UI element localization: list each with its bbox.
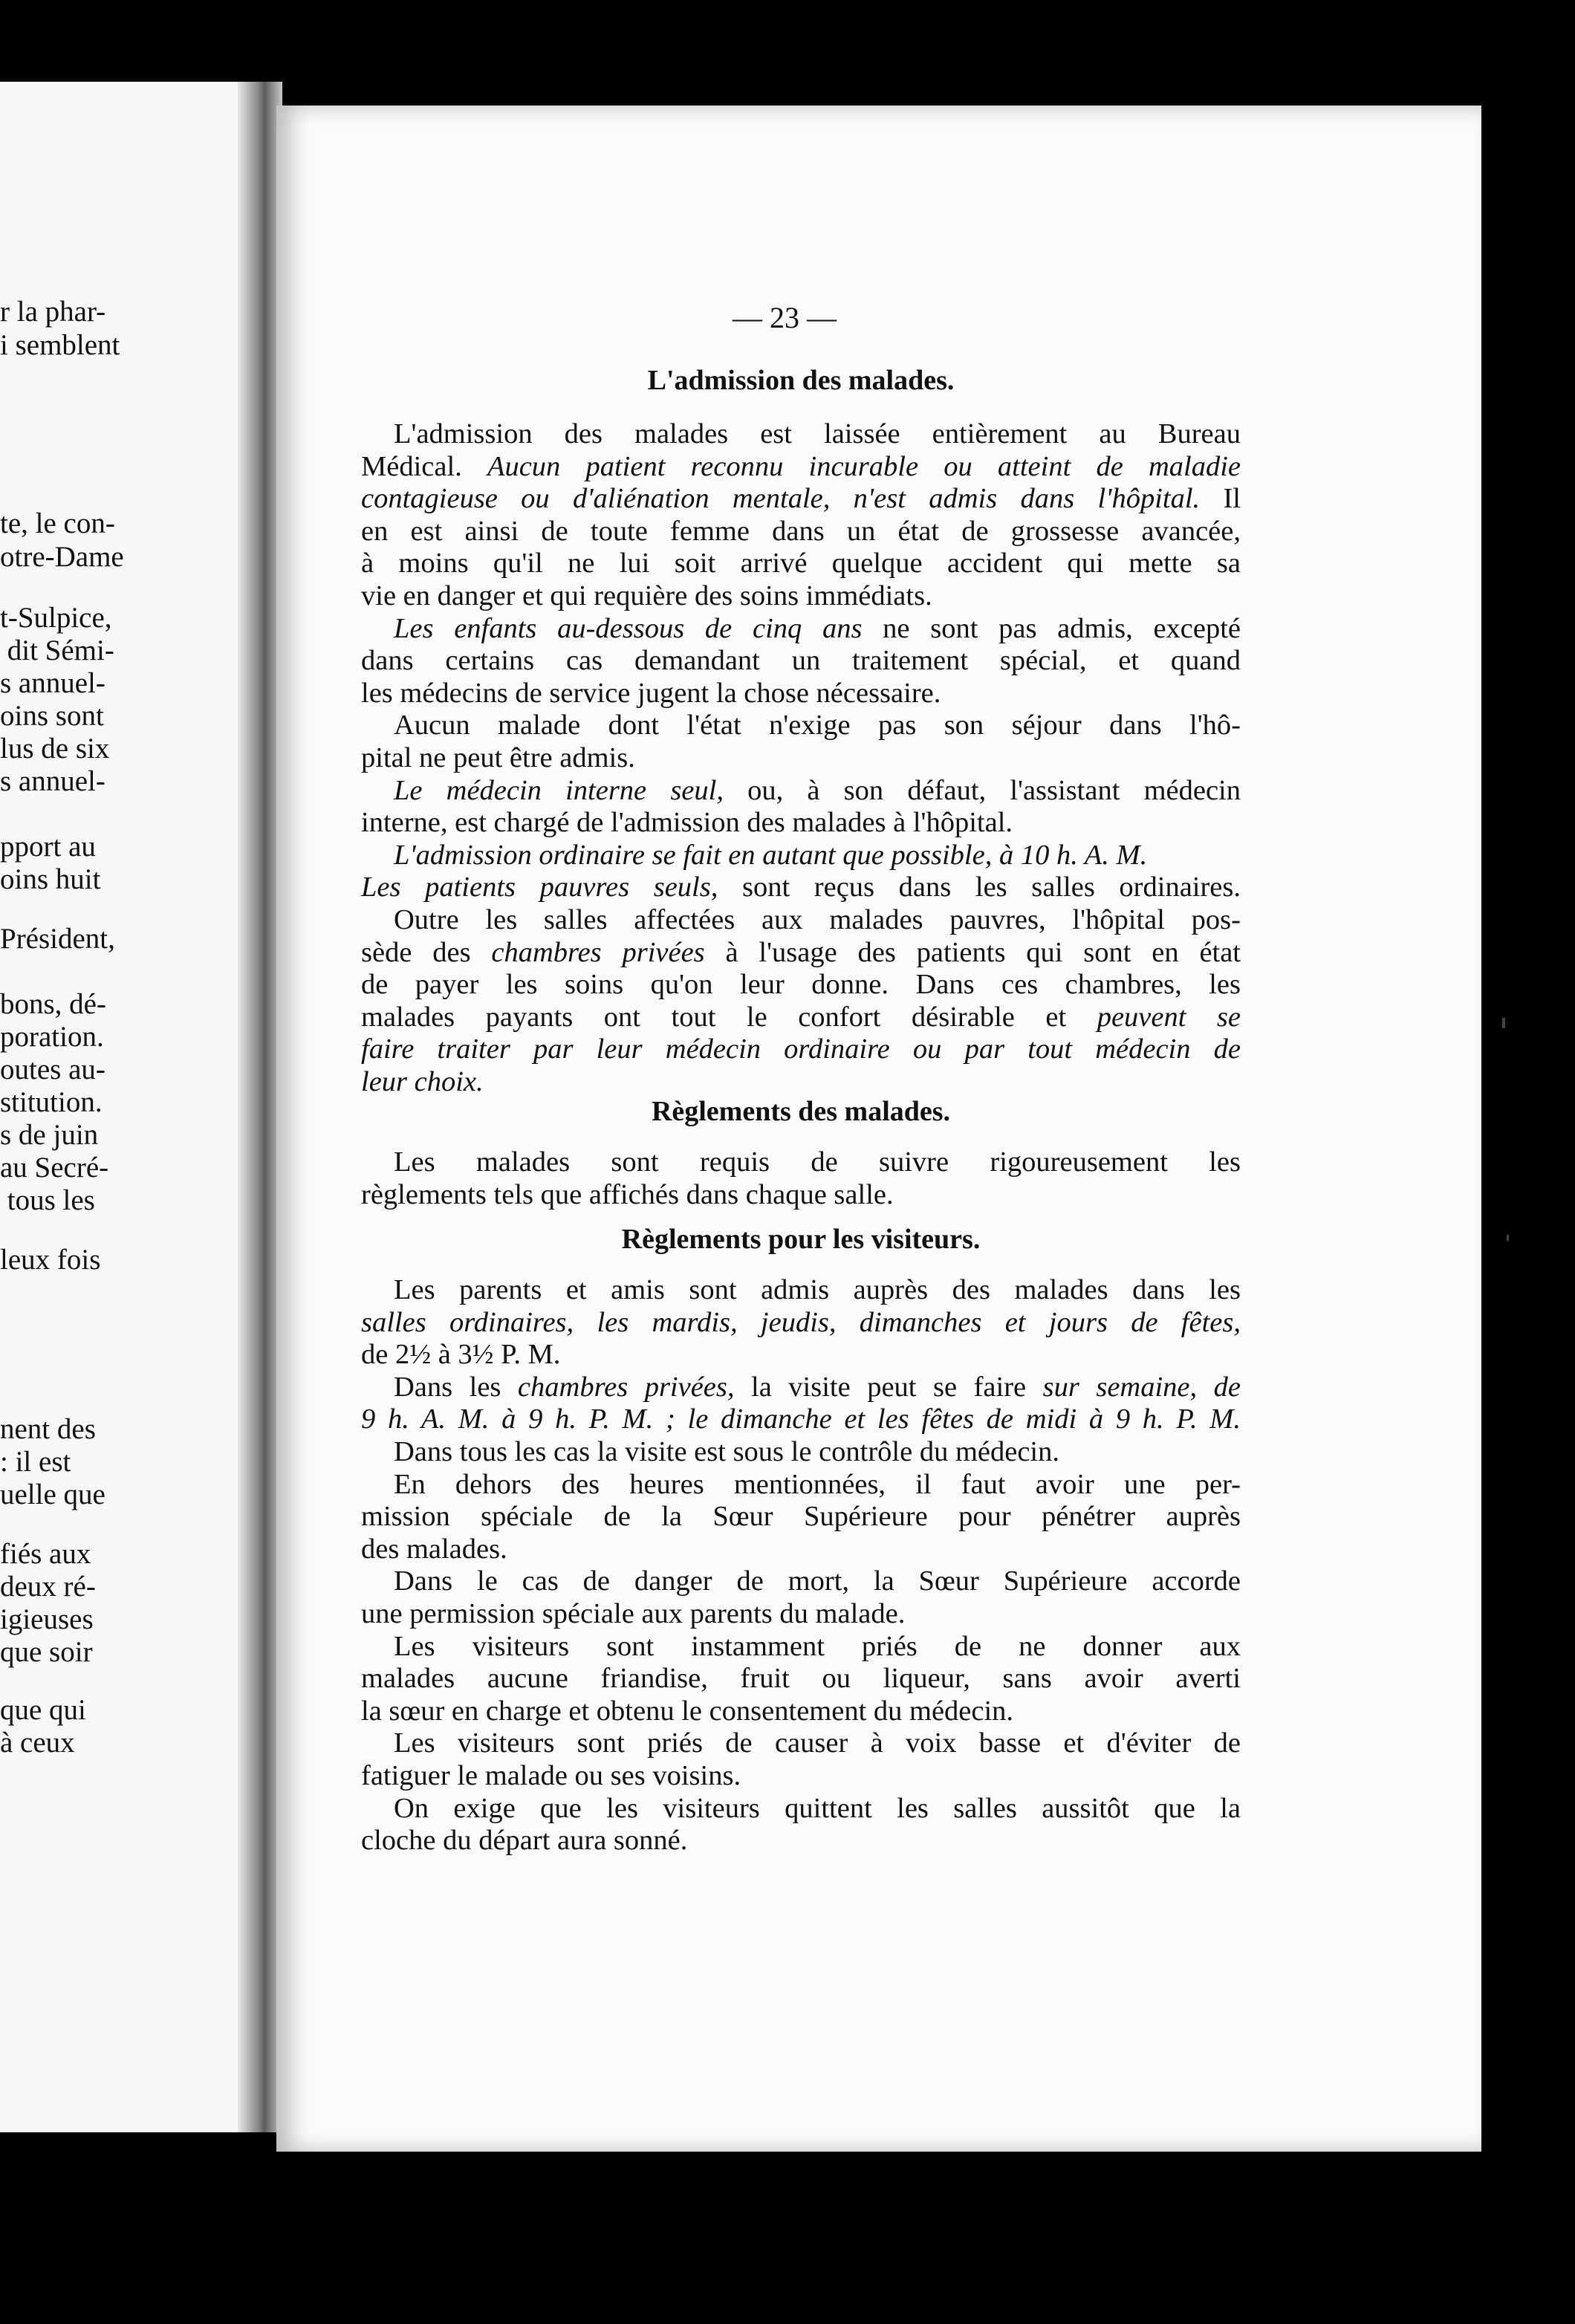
- left-page-line: uelle que: [0, 1479, 105, 1510]
- text-segment: vie en danger et qui requière des soins immédiats.: [361, 580, 932, 611]
- text-segment: en est ainsi de toute femme dans un état de grossesse avancée,: [361, 515, 1241, 547]
- left-page-line: oins huit: [0, 863, 101, 895]
- left-page: [0, 82, 253, 2132]
- text-segment: En dehors des heures mentionnées, il faut avoir une per-: [394, 1468, 1241, 1500]
- text-segment: règlements tels que affichés dans chaque salle.: [361, 1178, 894, 1210]
- left-page-line: tous les: [0, 1184, 95, 1216]
- text-segment: Dans tous les cas la visite est sous le contrôle du médecin.: [394, 1436, 1059, 1467]
- text-line: [361, 741, 1241, 774]
- left-page-line: i semblent: [0, 329, 120, 361]
- text-line: [361, 1695, 1241, 1727]
- text-line: [361, 1759, 1241, 1792]
- text-segment: dans certains cas demandant un traitement spécial, et quand: [361, 645, 1241, 677]
- left-page-line: deux ré-: [0, 1571, 96, 1603]
- text-segment: sont reçus dans les salles ordinaires.: [718, 872, 1241, 903]
- text-segment: Aucun patient reconnu incurable ou atteint de maladie: [487, 450, 1241, 482]
- text-segment: Dans les: [394, 1371, 518, 1403]
- text-segment: des malades.: [361, 1533, 507, 1565]
- left-page-line: igieuses: [0, 1603, 94, 1635]
- scan-speck: [1507, 1235, 1509, 1241]
- left-page-line: nent des: [0, 1413, 96, 1445]
- text-line: [361, 806, 1241, 839]
- text-segment: pital ne peut être admis.: [361, 742, 635, 773]
- text-segment: contagieuse ou d'aliénation mentale, n'est admis dans l'hôpital.: [361, 483, 1201, 515]
- text-segment: On exige que les visiteurs quittent les salles aussitôt que la: [394, 1792, 1241, 1824]
- text-line: [361, 936, 1241, 969]
- text-segment: sède des: [361, 936, 492, 968]
- text-line: [394, 1435, 1241, 1468]
- text-line: [394, 1565, 1241, 1597]
- text-line: [361, 1001, 1241, 1033]
- text-segment: chambres privées: [491, 936, 705, 968]
- text-line: [394, 1630, 1241, 1663]
- left-page-line: Président,: [0, 923, 115, 955]
- left-page-line: t-Sulpice,: [0, 602, 112, 634]
- left-page-line: te, le con-: [0, 507, 115, 539]
- text-segment: de 2½ à 3½ P. M.: [361, 1339, 561, 1371]
- text-line: [361, 644, 1241, 677]
- text-segment: L'admission ordinaire se fait en autant que possible, à 10 h. A. M.: [394, 839, 1148, 871]
- text-segment: Les parents et amis sont admis auprès des malades dans les: [394, 1274, 1241, 1305]
- text-segment: mission spéciale de la Sœur Supérieure pour pénétrer auprès: [361, 1501, 1241, 1533]
- text-line: [361, 450, 1241, 483]
- text-segment: une permission spéciale aux parents du malade.: [361, 1598, 906, 1629]
- text-segment: les médecins de service jugent la chose nécessaire.: [361, 677, 941, 709]
- text-line: [361, 1662, 1241, 1695]
- text-segment: Outre les salles affectées aux malades pauvres, l'hôpital pos-: [394, 904, 1241, 935]
- left-page-line: r la phar-: [0, 296, 106, 328]
- left-page-line: que soir: [0, 1636, 93, 1668]
- text-segment: 9 h. A. M. à 9 h. P. M. ; le dimanche et les fêtes de midi à 9 h. P. M.: [361, 1403, 1241, 1435]
- text-segment: à moins qu'il ne lui soit arrivé quelque accident qui mette sa: [361, 548, 1241, 580]
- text-line: [361, 1500, 1241, 1533]
- text-line: [361, 1338, 1241, 1371]
- text-line: [361, 547, 1241, 580]
- text-segment: de payer les soins qu'on leur donne. Dans ces chambres, les: [361, 969, 1241, 1001]
- text-line: [394, 839, 1241, 872]
- left-page-line: poration.: [0, 1021, 104, 1053]
- text-segment: faire traiter par leur médecin ordinaire ou par tout médecin de: [361, 1033, 1241, 1065]
- text-line: [394, 1727, 1241, 1759]
- text-line: [394, 1468, 1241, 1501]
- text-segment: sur semaine, de: [1042, 1371, 1241, 1403]
- text-line: [361, 1533, 1241, 1565]
- text-segment: ou, à son défaut, l'assistant médecin: [723, 774, 1241, 806]
- text-line: [361, 1065, 1241, 1098]
- text-segment: Médical.: [361, 450, 487, 482]
- page-number: — 23 —: [733, 301, 837, 334]
- text-segment: chambres privées,: [517, 1371, 735, 1403]
- text-segment: Les visiteurs sont instamment priés de ne donner aux: [394, 1630, 1241, 1662]
- text-line: [361, 968, 1241, 1001]
- text-segment: la sœur en charge et obtenu le consentement du médecin.: [361, 1695, 1014, 1727]
- left-page-line: leux fois: [0, 1244, 101, 1276]
- book-gutter: [238, 82, 282, 2132]
- text-segment: à l'usage des patients qui sont en état: [704, 936, 1241, 968]
- text-line: [361, 1597, 1241, 1630]
- left-page-line: s de juin: [0, 1119, 99, 1151]
- text-line: [394, 709, 1241, 741]
- text-line: [394, 1273, 1241, 1306]
- text-segment: Il: [1200, 483, 1241, 515]
- text-line: [394, 1371, 1241, 1403]
- text-segment: Les patients pauvres seuls,: [361, 872, 718, 903]
- scan-speck: [1502, 1018, 1505, 1028]
- text-line: [361, 677, 1241, 710]
- text-segment: peuvent se: [1097, 1001, 1241, 1033]
- text-segment: Aucun malade dont l'état n'exige pas son séjour dans l'hô-: [394, 710, 1241, 741]
- text-segment: Dans le cas de danger de mort, la Sœur Supérieure accorde: [394, 1565, 1241, 1597]
- text-segment: Les malades sont requis de suivre rigoureusement les: [394, 1146, 1241, 1178]
- left-page-line: à ceux: [0, 1727, 75, 1759]
- text-segment: malades payants ont tout le confort désirable et: [361, 1001, 1097, 1033]
- text-line: [394, 612, 1241, 645]
- text-line: [361, 1824, 1241, 1857]
- text-line: [394, 418, 1241, 450]
- left-page-line: stitution.: [0, 1086, 103, 1118]
- left-page-line: otre-Dame: [0, 541, 124, 573]
- text-line: [394, 774, 1241, 807]
- text-segment: L'admission des malades est laissée entièrement au Bureau: [394, 418, 1241, 449]
- heading-reglements-malades: Règlements des malades.: [651, 1096, 951, 1127]
- text-segment: fatiguer le malade ou ses voisins.: [361, 1760, 741, 1791]
- text-line: [361, 482, 1241, 515]
- text-segment: Les enfants au-dessous de cinq ans: [394, 612, 863, 644]
- left-page-line: pport au: [0, 831, 96, 863]
- left-page-line: s annuel-: [0, 667, 105, 699]
- left-page-line: que qui: [0, 1694, 86, 1726]
- heading-reglements-visiteurs: Règlements pour les visiteurs.: [621, 1224, 981, 1255]
- left-page-line: outes au-: [0, 1054, 105, 1085]
- text-segment: leur choix.: [361, 1066, 484, 1097]
- text-segment: Les visiteurs sont priés de causer à voix basse et d'éviter de: [394, 1727, 1241, 1759]
- left-page-line: au Secré-: [0, 1152, 109, 1184]
- text-line: [361, 1306, 1241, 1339]
- text-line: [394, 903, 1241, 936]
- text-segment: la visite peut se faire: [734, 1371, 1043, 1403]
- text-segment: Le médecin interne seul,: [394, 774, 724, 806]
- heading-admission: L'admission des malades.: [647, 365, 955, 396]
- text-line: [361, 580, 1241, 612]
- text-segment: interne, est chargé de l'admission des malades à l'hôpital.: [361, 807, 1013, 839]
- text-segment: cloche du départ aura sonné.: [361, 1825, 688, 1857]
- left-page-line: fiés aux: [0, 1538, 91, 1570]
- left-page-line: lus de six: [0, 733, 110, 765]
- text-line: [394, 1792, 1241, 1825]
- text-line: [361, 515, 1241, 548]
- text-line: [361, 1178, 1241, 1211]
- left-page-line: oins sont: [0, 700, 104, 732]
- text-line: [394, 1146, 1241, 1178]
- text-segment: malades aucune friandise, fruit ou liqueur, sans avoir averti: [361, 1663, 1241, 1695]
- text-segment: salles ordinaires, les mardis, jeudis, dimanches et jours de fêtes,: [361, 1306, 1241, 1338]
- left-page-line: : il est: [0, 1446, 71, 1478]
- text-line: [361, 871, 1241, 903]
- left-page-line: s annuel-: [0, 765, 105, 797]
- left-page-line: dit Sémi-: [0, 634, 114, 666]
- text-line: [361, 1033, 1241, 1065]
- text-line: [361, 1403, 1241, 1435]
- left-page-line: bons, dé-: [0, 988, 106, 1020]
- text-segment: ne sont pas admis, excepté: [862, 612, 1241, 644]
